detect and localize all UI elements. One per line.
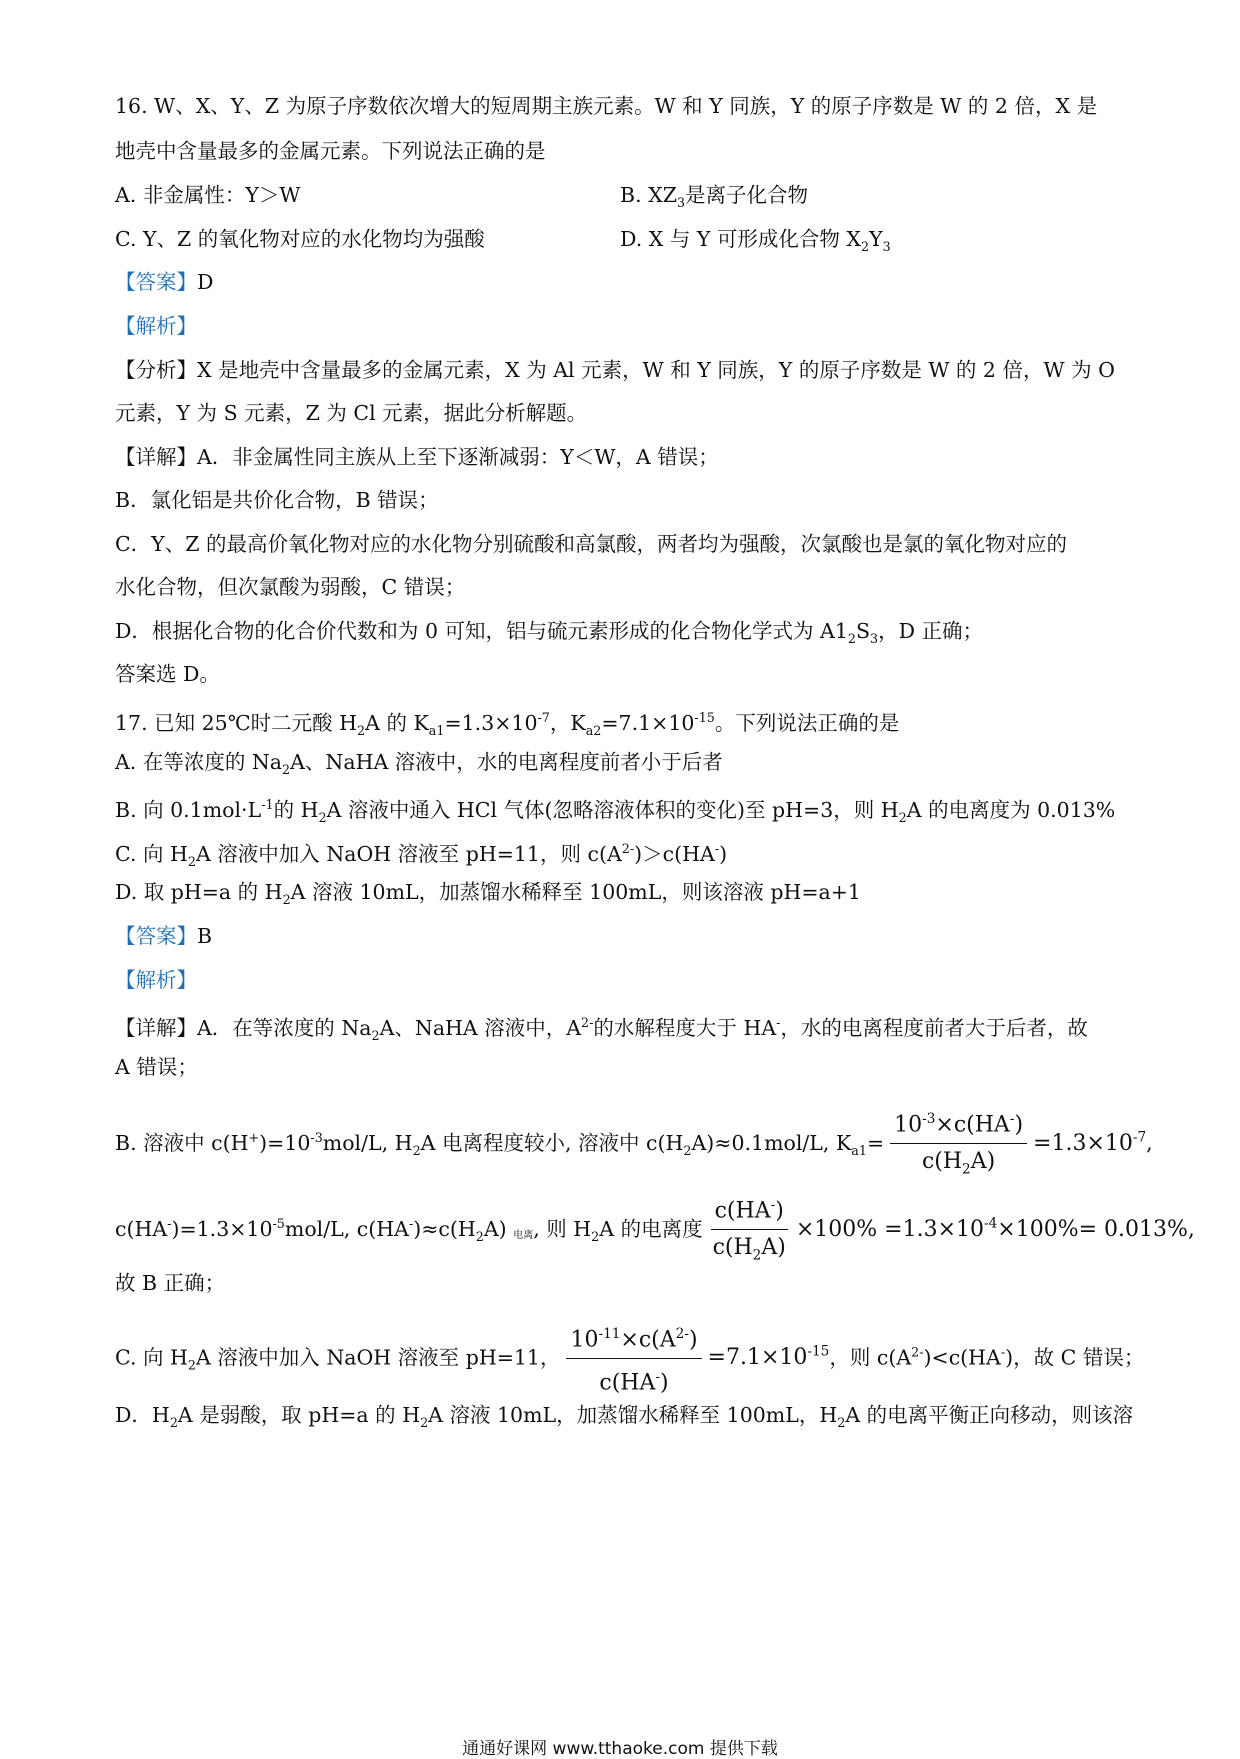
q16-detail-a: 【详解】A．非金属性同主族从上至下逐渐减弱：Y＜W，A 错误； — [115, 445, 719, 469]
q16-option-b: B. $XZ_3$是离子化合物 — [620, 183, 809, 211]
ka2-fraction: $\frac{10^{-11}\times c(A^{2-})}{c(HA^-)}$ — [566, 1319, 701, 1399]
ionization-fraction: $\frac{c(HA^-)}{c(H_2A)}$ — [709, 1190, 790, 1271]
ka1-fraction: $\frac{10^{-3}\times c(HA^-)}{c(H_2A)}$ — [890, 1104, 1027, 1185]
q17-detail-b-line1: B. 溶液中 $c(H^+)=10^{-3}mol/L$, $H_2A$ 电离程度较小, 溶液中 $c(H_2A)\approx 0.1mol/L$, $K_{a1}=$ $\frac{10^{-3}\times c(HA^-)}{c(H_2A)}$ $=1.3\times 10^{-7}$, — [115, 1104, 1153, 1185]
q16-detail-b: B．氯化铝是共价化合物，B 错误； — [115, 488, 439, 512]
q17-answer: 【答案】B — [115, 924, 213, 948]
q16-conclusion: 答案选 D。 — [115, 662, 220, 686]
q16-stem-line1: 16. W、X、Y、Z 为原子序数依次增大的短周期主族元素。W 和 Y 同族，Y 的原子序数是 W 的 2 倍，X 是 — [115, 94, 1098, 118]
q17-detail-c: C. 向 $H_2A$ 溶液中加入 NaOH 溶液至 pH=11， $\frac{10^{-11}\times c(A^{2-})}{c(HA^-)}$ $=7.1\times 10^{-15}$，则 $c(A^{2-})<c(HA^-)$，故 C 错误； — [115, 1319, 1144, 1399]
q16-option-a: A. 非金属性：Y＞W — [115, 183, 301, 207]
q17-option-c: C. 向 $H_2A$ 溶液中加入 NaOH 溶液至 pH=11，则 $c(A^{2-})>c(HA^-)$ — [115, 841, 728, 869]
q17-detail-a-line1: 【详解】A．在等浓度的 $Na_2A$、NaHA 溶液中，$A^{2-}$的水解程度大于 HA-，水的电离程度前者大于后者，故 — [115, 1015, 1088, 1043]
q16-answer: 【答案】D — [115, 270, 214, 294]
q16-analysis-tag: 【解析】 — [115, 314, 197, 338]
page-footer: 通通好课网 www.tthaoke.com 提供下载 — [462, 1739, 778, 1759]
q17-detail-a-line2: A 错误； — [115, 1055, 198, 1079]
q16-fenxi-line1: 【分析】X 是地壳中含量最多的金属元素，X 为 Al 元素，W 和 Y 同族，Y 的原子序数是 W 的 2 倍，W 为 O — [115, 358, 1115, 382]
q17-detail-b-line3: 故 B 正确； — [115, 1271, 226, 1295]
q16-option-c: C. Y、Z 的氧化物对应的水化物均为强酸 — [115, 227, 485, 251]
q17-detail-d: D．$H_2A$ 是弱酸，取 pH=a 的 $H_2A$ 溶液 10mL，加蒸馏水稀释至 100mL，$H_2A$ 的电离平衡正向移动，则该溶 — [115, 1403, 1134, 1431]
q17-option-d: D. 取 pH=a 的 $H_2A$ 溶液 10mL，加蒸馏水稀释至 100mL，则该溶液 pH=a+1 — [115, 880, 861, 908]
q16-detail-d: D．根据化合物的化合价代数和为 0 可知，铝与硫元素形成的化合物化学式为 $A1_2S_3$，D 正确； — [115, 619, 984, 647]
q17-option-a: A. 在等浓度的 $Na_2A$、NaHA 溶液中，水的电离程度前者小于后者 — [115, 750, 723, 778]
q16-detail-c-line1: C．Y、Z 的最高价氧化物对应的水化物分别硫酸和高氯酸，两者均为强酸，次氯酸也是氯的氧化物对应的 — [115, 532, 1067, 556]
answer-tag: 【答案】 — [115, 924, 197, 948]
q16-detail-c-line2: 水化合物，但次氯酸为弱酸，C 错误； — [115, 575, 466, 599]
q17-option-b: B. 向 $0.1mol\cdot L^{-1}$的 $H_2A$ 溶液中通入 HCl 气体(忽略溶液体积的变化)至 pH=3，则 $H_2A$ 的电离度为 0.013% — [115, 797, 1116, 825]
q16-option-d: D. X 与 Y 可形成化合物 $X_2Y_3$ — [620, 227, 891, 255]
q16-fenxi-line2: 元素，Y 为 S 元素，Z 为 Cl 元素，据此分析解题。 — [115, 401, 588, 425]
q17-analysis-tag: 【解析】 — [115, 968, 197, 992]
q17-detail-b-line2: $c(HA^-)=1.3\times 10^{-5}mol/L$, $c(HA^-)\approx c(H_2A)$ 电离, 则 $H_2A$ 的电离度 $\frac{c(HA^-)}{c(H_2A)}$ $\times 100\% =1.3\times 10^{-4}\times 100\%= 0.013\%$, — [115, 1190, 1195, 1271]
answer-tag: 【答案】 — [115, 270, 197, 294]
q17-stem: 17. 已知 25℃时二元酸 $H_2A$ 的 $K_{a1}=1.3\times 10^{-7}$，$K_{a2}=7.1\times 10^{-15}$。下列说法正确的是 — [115, 710, 900, 738]
q16-stem-line2: 地壳中含量最多的金属元素。下列说法正确的是 — [115, 139, 546, 163]
